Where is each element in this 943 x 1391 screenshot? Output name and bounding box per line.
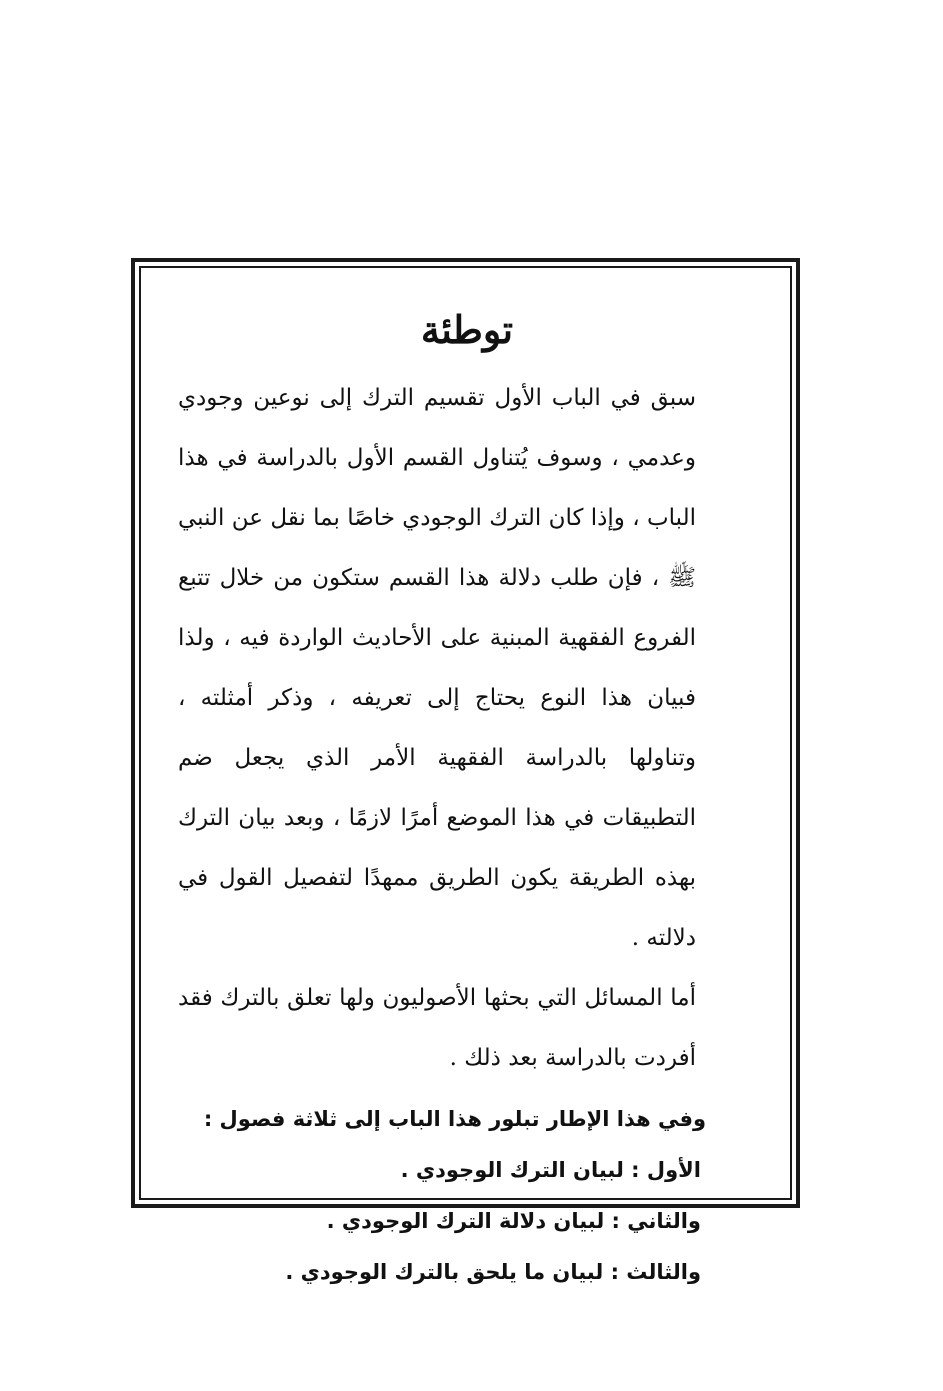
paragraph-usul: أما المسائل التي بحثها الأصوليون ولها تعلق بالترك فقد أفردت بالدراسة بعد ذلك . — [178, 985, 696, 1071]
page-title: توطئة — [420, 307, 514, 352]
plan-chapter-3: والثالث : لبيان ما يلحق بالترك الوجودي . — [285, 1260, 701, 1284]
plan-chapter-2: والثاني : لبيان دلالة الترك الوجودي . — [326, 1209, 701, 1233]
plan-intro: وفي هذا الإطار تبلور هذا الباب إلى ثلاثة فصول : — [203, 1107, 706, 1131]
framed-content — [178, 300, 756, 1298]
paragraph-intro: سبق في الباب الأول تقسيم الترك إلى نوعين وجودي وعدمي ، وسوف يُتناول القسم الأول بالدراسة في هذا الباب ، وإذا كان الترك الوجودي خاصًا بما نقل عن النبي ﷺ ، فإن طلب دلالة هذا القسم ستكون من خلال تتبع الفروع الفقهية المبنية على الأحاديث الواردة فيه ، ولذا فبيان هذا النوع يحتاج إلى تعريفه ، وذكر أمثلته ، وتناولها بالدراسة الفقهية الأمر الذي يجعل ضم التطبيقات في هذا الموضع أمرًا لازمًا ، وبعد بيان الترك بهذه الطريقة يكون الطريق ممهدًا لتفصيل القول في دلالته . — [178, 385, 696, 951]
plan-chapter-1: الأول : لبيان الترك الوجودي . — [400, 1158, 701, 1182]
chapter-plan — [178, 1094, 706, 1298]
